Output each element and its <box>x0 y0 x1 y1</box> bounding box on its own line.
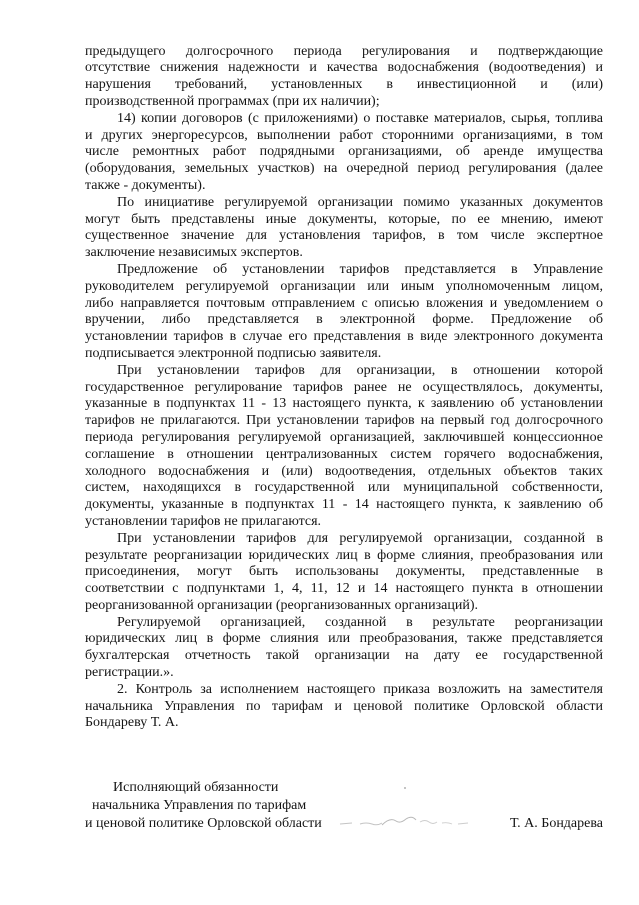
text-line: заключение независимых экспертов. <box>85 245 303 261</box>
text-line: могут быть представлены иные документы, которые, по ее мнению, имеют <box>85 211 603 227</box>
text-line: руководителем регулируемой организации или иным уполномоченным лицом, <box>85 278 603 294</box>
text-line: Регулируемой организацией, созданной в результате реорганизации <box>117 614 603 630</box>
paragraph <box>85 195 603 262</box>
text-line: указанные в подпунктах 11 - 13 настоящего пункта, к заявлению об установлении <box>85 396 603 412</box>
text-line: числе ремонтных работ подрядными организациями, об аренде имущества <box>85 144 603 160</box>
text-line: отсутствие снижения надежности и качества водоснабжения (водоотведения) и <box>85 60 603 76</box>
text-line: вручении, либо представляется в электронной форме. Предложение об <box>85 312 603 328</box>
text-line: и других энергоресурсов, выполнении работ сторонними организациями, в том <box>85 127 603 143</box>
signatory-position-line: и ценовой политике Орловской области <box>85 816 322 831</box>
document-body <box>85 44 603 733</box>
text-line: государственное регулирование тарифов ранее не осуществлялось, документы, <box>85 379 603 395</box>
text-line: подписывается электронной подписью заявителя. <box>85 345 382 361</box>
text-line: 14) копии договоров (с приложениями) о поставке материалов, сырья, топлива <box>117 110 603 126</box>
text-line: 2. Контроль за исполнением настоящего приказа возложить на заместителя <box>117 681 603 697</box>
text-line: тарифов не прилагаются. При установлении тарифов на первый год долгосрочного <box>85 413 603 429</box>
text-line: Предложение об установлении тарифов представляется в Управление <box>117 261 603 277</box>
text-line: присоединения, могут быть использованы документы, представленные в <box>85 564 603 580</box>
signatory-name: Т. А. Бондарева <box>510 816 603 831</box>
paragraph <box>85 682 603 732</box>
paragraph <box>85 363 603 531</box>
text-line: систем, находящихся в государственной или муниципальной собственности, <box>85 480 603 496</box>
paragraph <box>85 262 603 363</box>
signatory-position-line: Исполняющий обязанности <box>113 780 279 795</box>
text-line: холодного водоснабжения и (или) водоотведения, отдельных объектов таких <box>85 463 603 479</box>
text-line: При установлении тарифов для организации, в отношении которой <box>117 362 603 378</box>
paragraph <box>85 111 603 195</box>
text-line: По инициативе регулируемой организации помимо указанных документов <box>117 194 603 210</box>
text-line: предыдущего долгосрочного периода регулирования и подтверждающие <box>85 43 603 59</box>
text-line: Бондареву Т. А. <box>85 715 179 731</box>
signatory-position-line: начальника Управления по тарифам <box>92 798 307 813</box>
text-line: соглашение в отношении централизованных систем горячего водоснабжения, <box>85 446 603 462</box>
text-line: нарушения требований, установленных в инвестиционной и (или) <box>85 77 603 93</box>
text-line: начальника Управления по тарифам и ценовой политике Орловской области <box>85 698 603 714</box>
text-line: При установлении тарифов для регулируемой организации, созданной в <box>117 530 603 546</box>
text-line: (оборудования, земельных участков) на очередной период регулирования (далее <box>85 161 603 177</box>
text-line: установлении тарифов не прилагаются. <box>85 513 322 529</box>
text-line: соответствии с подпунктами 1, 4, 11, 12 и 14 настоящего пункта в отношении <box>85 581 603 597</box>
text-line: также - документы). <box>85 177 206 193</box>
text-line: реорганизованной организации (реорганизованных организаций). <box>85 597 478 613</box>
handwritten-signature <box>330 782 480 832</box>
text-line: либо направляется почтовым отправлением с описью вложения и уведомлением о <box>85 295 603 311</box>
text-line: документы, указанные в подпунктах 11 - 14 настоящего пункта, к заявлению об <box>85 497 603 513</box>
paragraph <box>85 531 603 615</box>
text-line: результате реорганизации юридических лиц в форме слияния, преобразования или <box>85 547 603 563</box>
text-line: бухгалтерская отчетность такой организации на дату ее государственной <box>85 648 603 664</box>
text-line: юридических лиц в форме слияния или преобразования, также представляется <box>85 631 603 647</box>
paragraph <box>85 44 603 111</box>
text-line: производственной программах (при их наличии); <box>85 93 380 109</box>
text-line: существенное значение для установления тарифов, в том числе экспертное <box>85 228 603 244</box>
text-line: регистрации.». <box>85 665 174 681</box>
text-line: периода регулирования регулируемой организацией, заключившей концессионное <box>85 429 603 445</box>
paragraph <box>85 615 603 682</box>
text-line: установлении тарифов в случае его представления в виде электронного документа <box>85 329 603 345</box>
